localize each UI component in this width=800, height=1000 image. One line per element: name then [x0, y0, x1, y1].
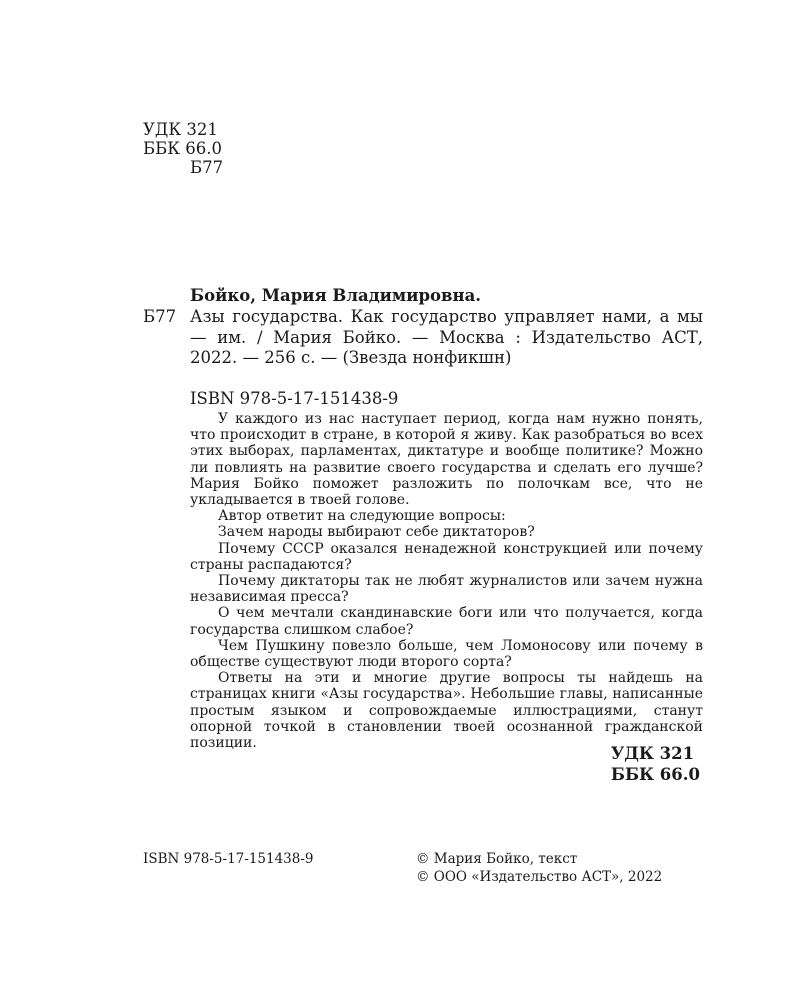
annotation-paragraph: О чем мечтали скандинавские боги или что получается, когда государства слишком слабое?	[190, 605, 703, 638]
author-name: Бойко, Мария Владимировна.	[190, 286, 482, 305]
bbk-code-bottom: ББК 66.0	[610, 765, 700, 784]
annotation-paragraph: Почему диктаторы так не любят журналистов или зачем нужна независимая пресса?	[190, 573, 703, 606]
udk-code-bottom: УДК 321	[610, 744, 695, 763]
annotation-paragraph: Ответы на эти и многие другие вопросы ты найдешь на страницах книги «Азы государства». Небольшие главы, написанные простым языком и сопровождаемые иллюстрациями, станут опорной точкой в становлении твоей осознанной гражданской позиции.	[190, 670, 703, 752]
copyright-author: © Мария Бойко, текст	[416, 851, 578, 867]
annotation-paragraph: Автор ответит на следующие вопросы:	[218, 508, 506, 525]
annotation-paragraph: Чем Пушкину повезло больше, чем Ломоносову или почему в обществе существуют люди второго сорта?	[190, 637, 703, 671]
title-description: Азы государства. Как государство управляет нами, а мы — им. / Мария Бойко. — Москва : Издательство АСТ, 2022. — 256 с. — (Звезда нонфикшн)	[190, 307, 703, 367]
bbk-code: ББК 66.0	[143, 139, 223, 158]
classification-bottom	[611, 743, 700, 785]
author-mark: Б77	[190, 158, 224, 177]
record-code: Б77	[143, 307, 177, 326]
annotation	[190, 411, 703, 751]
copyright-block	[416, 850, 662, 886]
annotation-paragraph: Зачем народы выбирают себе диктаторов?	[218, 524, 535, 541]
annotation-paragraph: У каждого из нас наступает период, когда нам нужно понять, что происходит в стране, в которой я живу. Как разобраться во всех этих выборах, парламентах, диктатуре и вообще политике? Можно ли повлиять на развитие своего государства и сделать его лучше? Мария Бойко поможет разложить по полочкам все, что не укладывается в твоей голове.	[190, 411, 703, 509]
classification-header	[143, 120, 223, 177]
footer-isbn: ISBN 978-5-17-151438-9	[143, 851, 314, 867]
copyright-publisher: © ООО «Издательство АСТ», 2022	[416, 869, 663, 885]
udk-code: УДК 321	[143, 120, 218, 139]
annotation-paragraph: Почему СССР оказался ненадежной конструкцией или почему страны распадаются?	[190, 540, 703, 573]
isbn-main: ISBN 978-5-17-151438-9	[190, 389, 399, 408]
